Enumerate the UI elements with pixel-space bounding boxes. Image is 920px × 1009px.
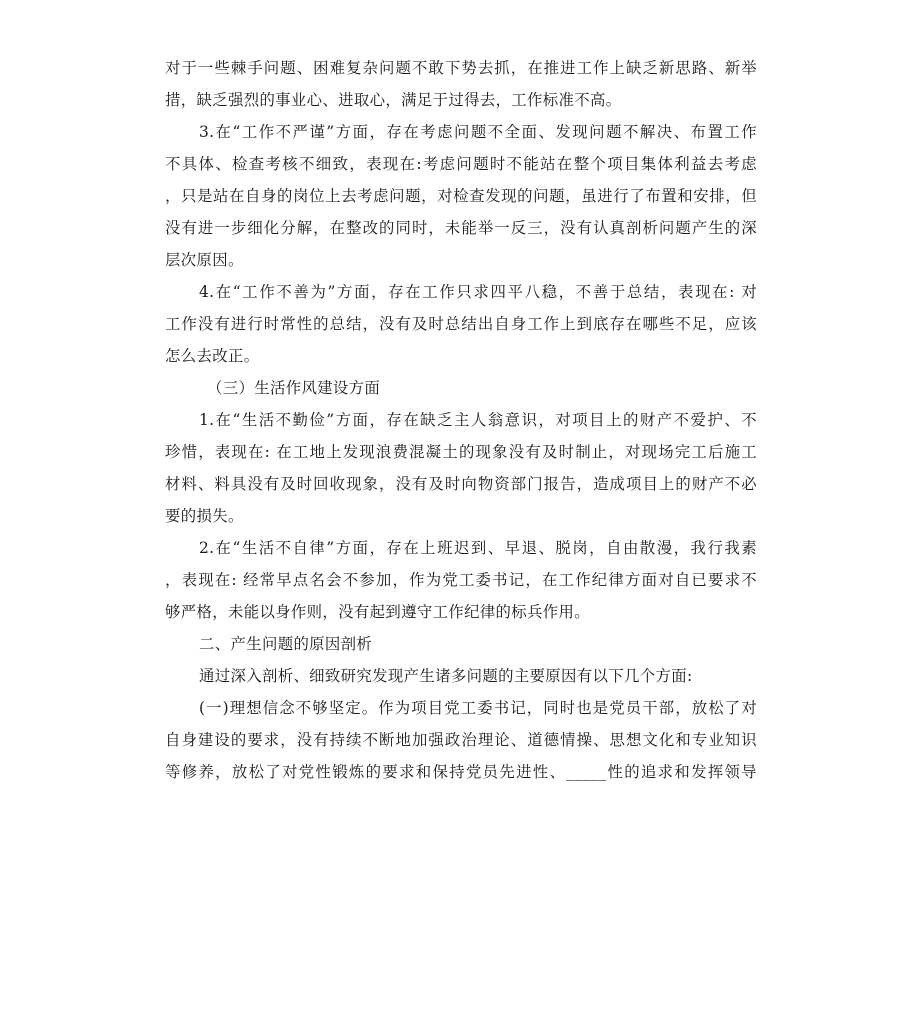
text-line: 层次原因。 [165,251,244,269]
text-line: (一)理想信念不够坚定。作为项目党工委书记，同时也是党员干部，放松了对 [199,699,757,717]
text-line: 自身建设的要求，没有持续不断地加强政治理论、道德情操、思想文化和专业知识 [165,731,757,749]
text-line: 不具体、检查考核不细致，表现在:考虑问题时不能站在整个项目集体利益去考虑 [165,155,757,173]
text-line: 措，缺乏强烈的事业心、进取心，满足于过得去，工作标准不高。 [165,91,622,109]
text-line: ，只是站在自身的岗位上去考虑问题，对检查发现的问题，虽进行了布置和安排，但 [165,187,757,205]
text-line: 对于一些棘手问题、困难复杂问题不敢下势去抓，在推进工作上缺乏新思路、新举 [165,59,757,77]
text-line: 2.在“生活不自律”方面，存在上班迟到、早退、脱岗，自由散漫，我行我素 [199,539,757,557]
text-line: 要的损失。 [165,507,244,525]
text-line: 通过深入剖析、细致研究发现产生诸多问题的主要原因有以下几个方面: [199,667,693,685]
text-line: 4.在“工作不善为”方面，存在工作只求四平八稳，不善于总结，表现在: 对 [199,283,757,301]
text-line: 1.在“生活不勤俭”方面，存在缺乏主人翁意识，对项目上的财产不爱护、不 [199,411,757,429]
text-line: 等修养，放松了对党性锻炼的要求和保持党员先进性、_____性的追求和发挥领导 [165,763,757,781]
document-page [165,52,757,788]
text-line: 3.在“工作不严谨”方面，存在考虑问题不全面、发现问题不解决、布置工作 [199,123,757,141]
text-line: 二、产生问题的原因剖析 [199,635,373,653]
text-line: 工作没有进行时常性的总结，没有及时总结出自身工作上到底存在哪些不足，应该 [165,315,757,333]
text-line: 怎么去改正。 [165,347,260,365]
text-line: 没有进一步细化分解，在整改的同时，未能举一反三，没有认真剖析问题产生的深 [165,219,757,237]
text-line: 材料、料具没有及时回收现象，没有及时向物资部门报告，造成项目上的财产不必 [165,475,757,493]
text-line: ，表现在: 经常早点名会不参加，作为党工委书记，在工作纪律方面对自已要求不 [165,571,757,589]
text-line: 珍惜，表现在: 在工地上发现浪费混凝土的现象没有及时制止，对现场完工后施工 [165,443,757,461]
text-line: 够严格，未能以身作则，没有起到遵守工作纪律的标兵作用。 [165,603,590,621]
text-line: （三）生活作风建设方面 [207,379,381,397]
